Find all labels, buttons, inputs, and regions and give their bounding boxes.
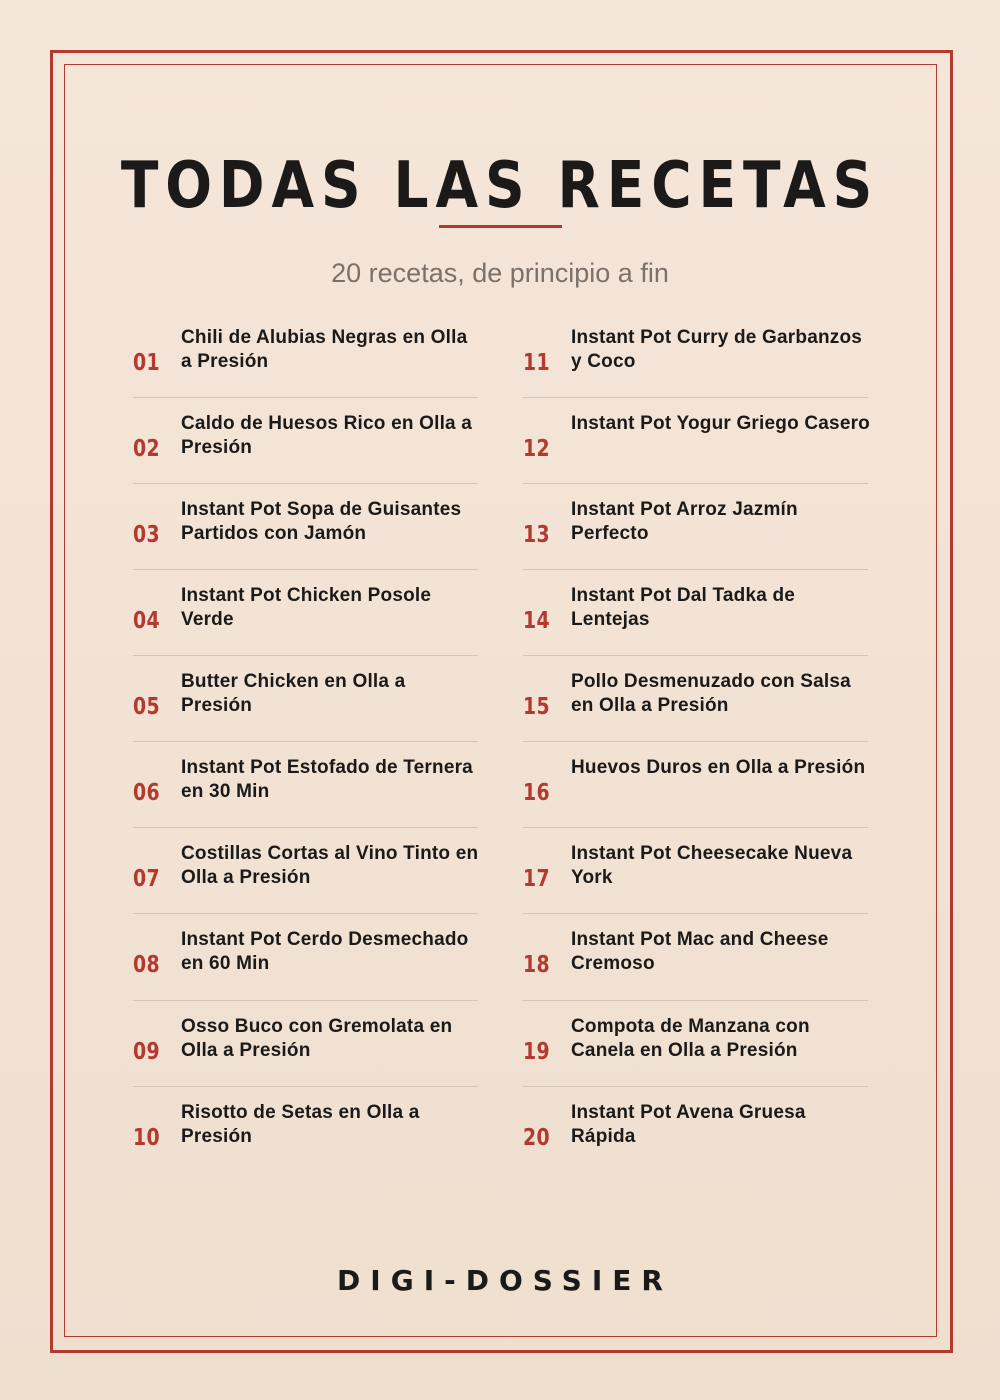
recipe-title: Caldo de Huesos Rico en Olla a Presión <box>181 413 473 458</box>
recipe-item[interactable] <box>523 1086 868 1172</box>
recipe-number: 19 <box>523 1039 551 1065</box>
recipe-number: 05 <box>133 694 161 720</box>
row-divider <box>133 397 478 398</box>
row-divider <box>523 483 868 484</box>
recipe-title: Instant Pot Yogur Griego Casero <box>571 413 870 434</box>
recipe-item[interactable] <box>133 397 478 483</box>
recipe-item[interactable] <box>523 1000 868 1086</box>
row-divider <box>133 483 478 484</box>
row-divider <box>523 569 868 570</box>
recipe-number: 01 <box>133 350 161 376</box>
recipe-title: Instant Pot Dal Tadka de Lentejas <box>571 585 796 630</box>
recipe-item[interactable] <box>523 483 868 569</box>
recipe-title: Instant Pot Avena Gruesa Rápida <box>571 1102 806 1147</box>
row-divider <box>133 655 478 656</box>
recipe-title: Osso Buco con Gremolata en Olla a Presión <box>181 1016 453 1061</box>
recipe-number: 20 <box>523 1125 551 1151</box>
recipe-title: Butter Chicken en Olla a Presión <box>181 671 406 716</box>
recipe-item[interactable] <box>523 827 868 913</box>
recipe-title: Instant Pot Mac and Cheese Cremoso <box>571 929 829 974</box>
page-title: TODAS LAS RECETAS <box>120 149 880 223</box>
recipe-item[interactable] <box>523 569 868 655</box>
recipe-item[interactable] <box>133 827 478 913</box>
recipe-number: 15 <box>523 694 551 720</box>
row-divider <box>523 1000 868 1001</box>
recipe-number: 16 <box>523 780 551 806</box>
row-divider <box>523 913 868 914</box>
recipe-item[interactable] <box>133 1000 478 1086</box>
recipe-title: Instant Pot Curry de Garbanzos y Coco <box>571 327 863 372</box>
recipe-number: 18 <box>523 952 551 978</box>
page-subtitle: 20 recetas, de principio a fin <box>331 258 669 288</box>
recipe-number: 03 <box>133 522 161 548</box>
recipe-title: Compota de Manzana con Canela en Olla a Presión <box>571 1016 810 1061</box>
row-divider <box>523 397 868 398</box>
recipe-item[interactable] <box>133 655 478 741</box>
recipe-title: Instant Pot Sopa de Guisantes Partidos con Jamón <box>181 499 462 544</box>
recipe-title: Huevos Duros en Olla a Presión <box>571 757 866 778</box>
recipe-title: Chili de Alubias Negras en Olla a Presión <box>181 327 468 372</box>
row-divider <box>133 827 478 828</box>
recipe-number: 06 <box>133 780 161 806</box>
row-divider <box>523 741 868 742</box>
recipe-title: Instant Pot Cerdo Desmechado en 60 Min <box>181 929 469 974</box>
recipe-number: 14 <box>523 608 551 634</box>
recipe-title: Risotto de Setas en Olla a Presión <box>181 1102 420 1147</box>
recipe-number: 11 <box>523 350 551 376</box>
row-divider <box>133 913 478 914</box>
recipe-number: 09 <box>133 1039 161 1065</box>
row-divider <box>523 655 868 656</box>
recipe-number: 13 <box>523 522 551 548</box>
recipe-number: 04 <box>133 608 161 634</box>
recipe-number: 17 <box>523 866 551 892</box>
brand-name: DIGI-DOSSIER <box>337 1264 673 1297</box>
recipe-item[interactable] <box>523 741 868 827</box>
row-divider <box>133 1000 478 1001</box>
row-divider <box>133 1086 478 1087</box>
recipe-item[interactable] <box>523 913 868 999</box>
recipe-item[interactable] <box>133 741 478 827</box>
recipe-title: Instant Pot Estofado de Ternera en 30 Min <box>181 757 473 802</box>
row-divider <box>523 1086 868 1087</box>
recipe-title: Pollo Desmenuzado con Salsa en Olla a Presión <box>571 671 851 716</box>
row-divider <box>133 569 478 570</box>
row-divider <box>133 741 478 742</box>
recipe-item[interactable] <box>133 483 478 569</box>
recipe-number: 12 <box>523 436 551 462</box>
recipe-item[interactable] <box>133 569 478 655</box>
recipe-item[interactable] <box>523 655 868 741</box>
recipe-item[interactable] <box>133 913 478 999</box>
recipe-item[interactable] <box>133 1086 478 1172</box>
recipe-title: Instant Pot Arroz Jazmín Perfecto <box>571 499 798 544</box>
recipe-number: 10 <box>133 1125 161 1151</box>
recipe-item[interactable] <box>523 397 868 483</box>
recipe-item[interactable] <box>523 311 868 397</box>
recipe-title: Instant Pot Cheesecake Nueva York <box>571 843 853 888</box>
recipe-number: 07 <box>133 866 161 892</box>
recipe-number: 02 <box>133 436 161 462</box>
recipe-title: Instant Pot Chicken Posole Verde <box>181 585 432 630</box>
row-divider <box>523 827 868 828</box>
recipe-item[interactable] <box>133 311 478 397</box>
recipe-title: Costillas Cortas al Vino Tinto en Olla a Presión <box>181 843 479 888</box>
recipe-number: 08 <box>133 952 161 978</box>
